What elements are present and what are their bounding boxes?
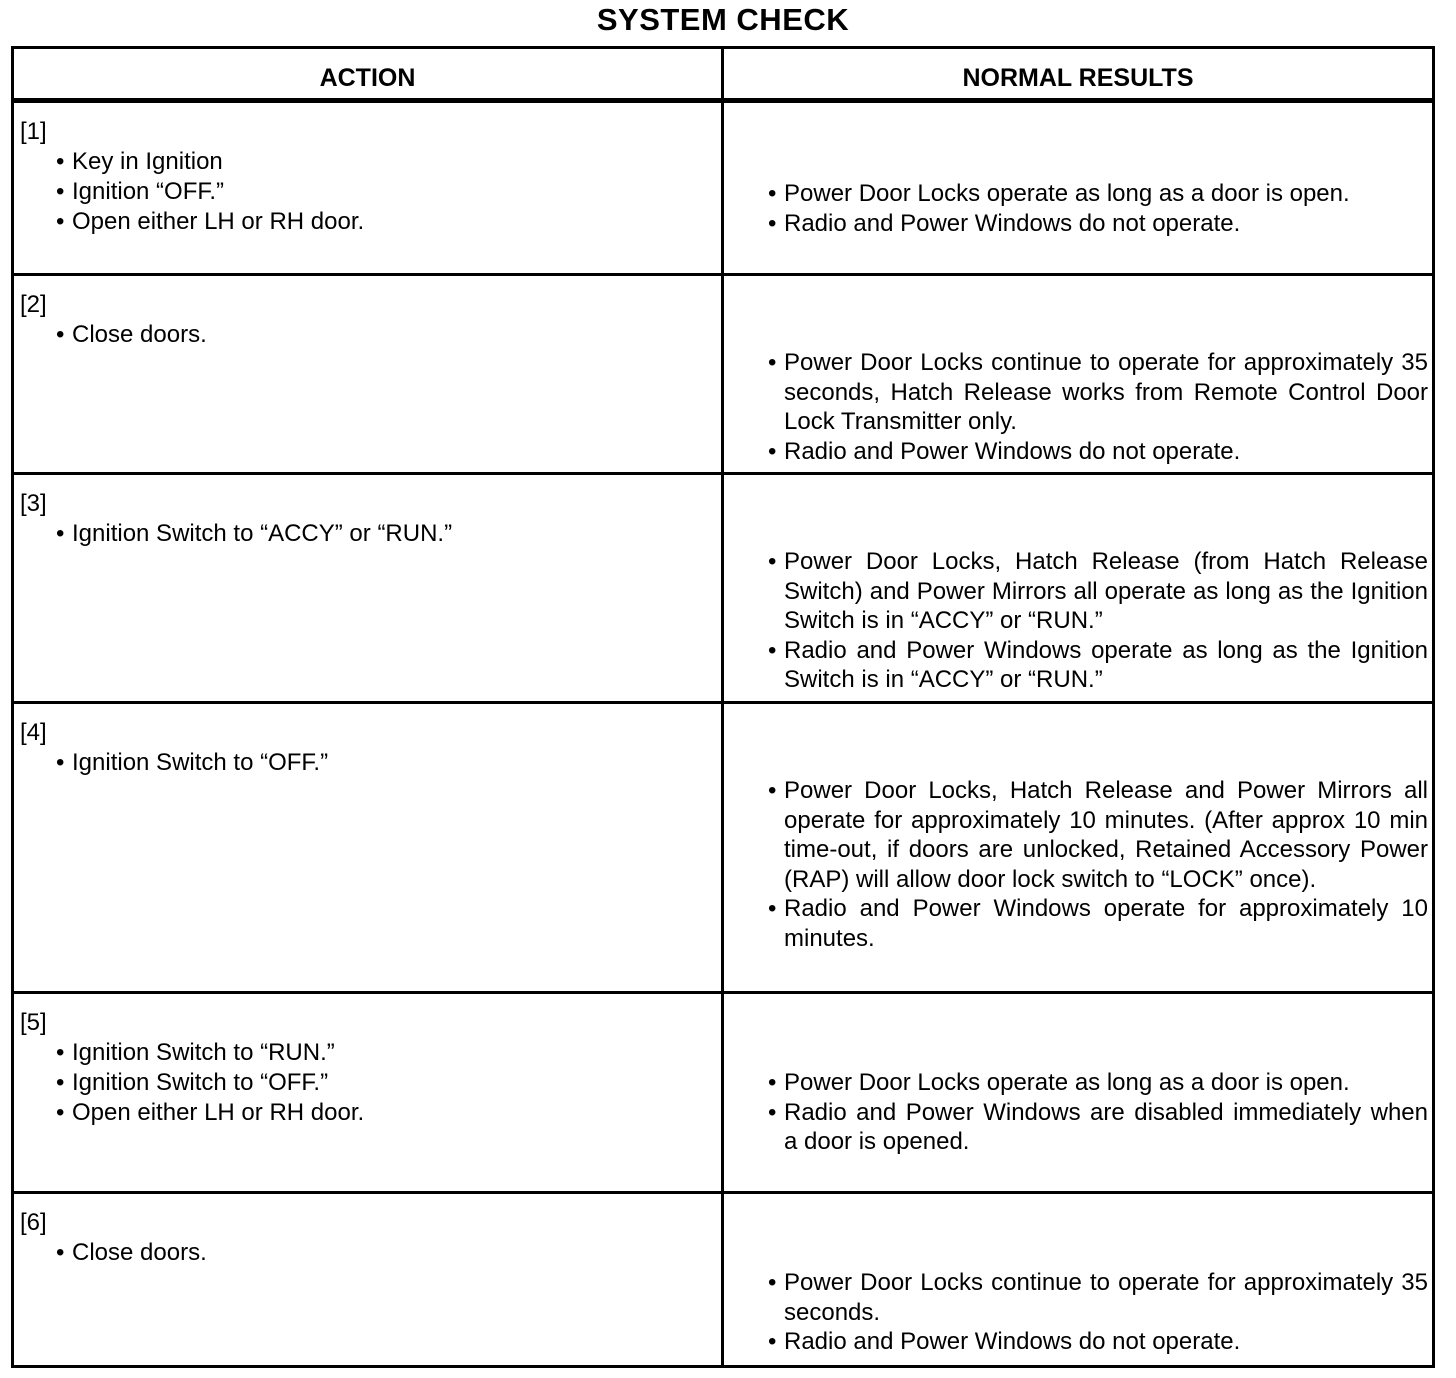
result-item: • Radio and Power Windows operate as long as the Ignition Switch is in “ACCY” or “RUN.”	[768, 636, 1428, 695]
result-list	[768, 1068, 1428, 1157]
result-item: • Radio and Power Windows do not operate.	[768, 209, 1428, 239]
result-list	[768, 776, 1428, 953]
action-list	[20, 519, 710, 549]
action-cell	[20, 489, 710, 549]
action-item: • Ignition Switch to “OFF.”	[56, 1068, 710, 1098]
step-number: [1]	[20, 118, 47, 145]
result-cell	[768, 1268, 1428, 1357]
action-cell	[20, 718, 710, 778]
action-item: • Open either LH or RH door.	[56, 1098, 710, 1128]
action-item: • Key in Ignition	[56, 147, 710, 177]
result-item: • Radio and Power Windows do not operate.	[768, 1327, 1428, 1357]
step-number: [4]	[20, 719, 47, 746]
result-cell	[768, 348, 1428, 466]
page-title: SYSTEM CHECK	[596, 2, 850, 37]
result-item: • Radio and Power Windows do not operate.	[768, 437, 1428, 467]
action-list	[20, 147, 710, 237]
action-item: • Ignition Switch to “OFF.”	[56, 748, 710, 778]
action-list	[20, 1238, 710, 1268]
result-item: • Radio and Power Windows operate for approximately 10 minutes.	[768, 894, 1428, 953]
result-item: • Power Door Locks continue to operate for approximately 35 seconds.	[768, 1268, 1428, 1327]
action-cell	[20, 1008, 710, 1128]
system-check-table	[11, 46, 1435, 1368]
result-item: • Power Door Locks continue to operate for approximately 35 seconds, Hatch Release works from Remote Control Door Lock Transmitter only.	[768, 348, 1428, 437]
column-divider	[721, 49, 724, 1365]
step-number: [5]	[20, 1009, 47, 1036]
action-item: • Ignition “OFF.”	[56, 177, 710, 207]
action-item: • Ignition Switch to “ACCY” or “RUN.”	[56, 519, 710, 549]
result-list	[768, 179, 1428, 238]
result-item: • Power Door Locks, Hatch Release (from Hatch Release Switch) and Power Mirrors all operate as long as the Ignition Switch is in “ACCY” or “RUN.”	[768, 547, 1428, 636]
result-item: • Radio and Power Windows are disabled immediately when a door is opened.	[768, 1098, 1428, 1157]
action-cell	[20, 290, 710, 350]
action-item: • Open either LH or RH door.	[56, 207, 710, 237]
result-item: • Power Door Locks operate as long as a door is open.	[768, 179, 1428, 209]
result-item: • Power Door Locks, Hatch Release and Power Mirrors all operate for approximately 10 minutes. (After approx 10 min time-out, if doors are unlocked, Retained Accessory Power (RAP) will allow door lock switch to “LOCK” once).	[768, 776, 1428, 894]
result-cell	[768, 776, 1428, 953]
action-cell	[20, 1208, 710, 1268]
result-list	[768, 547, 1428, 695]
action-list	[20, 1038, 710, 1128]
action-item: • Close doors.	[56, 1238, 710, 1268]
step-number: [3]	[20, 490, 47, 517]
step-number: [6]	[20, 1209, 47, 1236]
action-list	[20, 748, 710, 778]
result-list	[768, 1268, 1428, 1357]
result-cell	[768, 179, 1428, 238]
result-list	[768, 348, 1428, 466]
action-list	[20, 320, 710, 350]
result-item: • Power Door Locks operate as long as a door is open.	[768, 1068, 1428, 1098]
action-item: • Close doors.	[56, 320, 710, 350]
header-normal-results: NORMAL RESULTS	[962, 64, 1194, 92]
action-cell	[20, 117, 710, 237]
step-number: [2]	[20, 291, 47, 318]
action-item: • Ignition Switch to “RUN.”	[56, 1038, 710, 1068]
result-cell	[768, 547, 1428, 695]
result-cell	[768, 1068, 1428, 1157]
header-action: ACTION	[319, 64, 416, 92]
